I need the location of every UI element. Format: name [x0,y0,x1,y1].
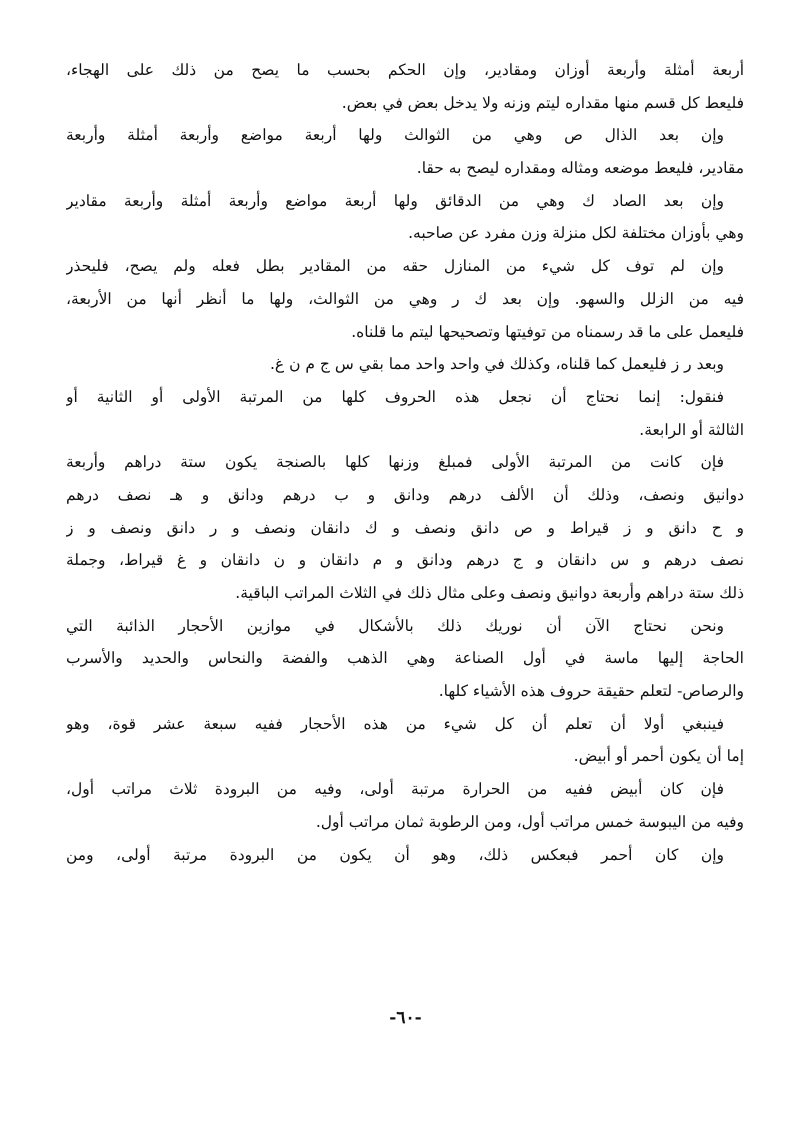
text-line: الثالثة أو الرابعة. [639,420,744,439]
text-line: فينبغي أولا أن تعلم أن كل شيء من هذه الأحجار ففيه سبعة عشر قوة، وهو [66,714,724,733]
body-text [66,54,744,871]
text-line: فيه من الزلل والسهو. وإن بعد ك ر وهي من الثوالث، ولها ما أنظر أنها من الأربعة، [66,289,744,308]
text-line: فليعط كل قسم منها مقداره ليتم وزنه ولا يدخل بعض في بعض. [341,93,744,112]
text-line: وبعد ر ز فليعمل كما قلناه، وكذلك في واحد واحد مما بقي س ج م ن غ. [269,355,724,374]
text-line: والرصاص- لتعلم حقيقة حروف هذه الأشياء كلها. [438,682,744,701]
text-line: فليعمل على ما قد رسمناه من توفيتها وتصحيحها ليتم ما قلناه. [351,322,744,341]
text-line: فإن كانت من المرتبة الأولى فمبلغ وزنها كلها بالصنجة يكون ستة دراهم وأربعة [66,453,724,472]
page-number: -٦٠- [389,1008,422,1028]
text-line: دوانيق ونصف، وذلك أن الألف درهم ودانق و ب درهم ودانق و هـ نصف درهم [66,485,744,504]
text-line: ونحن نحتاج الآن أن نوريك ذلك بالأشكال في موازين الأحجار الذائبة التي [66,616,724,635]
text-line: وهي بأوزان مختلفة لكل منزلة وزن مفرد عن صاحبه. [408,224,744,243]
text-line: وإن بعد الذال ص وهي من الثوالث ولها أربعة مواضع وأربعة أمثلة وأربعة [66,126,724,145]
text-line: فإن كان أبيض ففيه من الحرارة مرتبة أولى، وفيه من البرودة ثلاث مراتب أول، [66,780,724,799]
text-line: مقادير، فليعط موضعه ومثاله ومقداره ليصح به حقا. [416,159,744,178]
text-line: إما أن يكون أحمر أو أبيض. [573,747,744,766]
text-line: فنقول: إنما نحتاج أن نجعل هذه الحروف كلها من المرتبة الأولى أو الثانية أو [66,387,724,406]
text-line: وفيه من اليبوسة خمس مراتب أول، ومن الرطوبة ثمان مراتب أول. [315,812,744,831]
text-line: وإن كان أحمر فبعكس ذلك، وهو أن يكون من البرودة مرتبة أولى، ومن [66,845,724,864]
text-line: وإن بعد الصاد ك وهي من الدقائق ولها أربعة مواضع وأربعة أمثلة وأربعة مقادير [66,191,724,210]
text-line: الحاجة إليها ماسة في أول الصناعة وهي الذهب والفضة والنحاس والحديد والأسرب [66,649,744,668]
text-line: ذلك ستة دراهم وأربعة دوانيق ونصف وعلى مثال ذلك في الثلاث المراتب الباقية. [235,584,744,602]
text-line: أربعة أمثلة وأربعة أوزان ومقادير، وإن الحكم بحسب ما يصح من ذلك على الهجاء، [66,61,744,79]
text-line: نصف درهم و س دانقان و ج درهم ودانق و م دانقان و ن دانقان و غ قيراط، وجملة [66,551,744,570]
text-line: و ح دانق و ز قيراط و ص دانق ونصف و ك دانقان ونصف و ر دانق ونصف و ز [66,518,744,537]
text-line: وإن لم توف كل شيء من المنازل حقه من المقادير بطل فعله ولم يصح، فليحذر [66,257,724,276]
